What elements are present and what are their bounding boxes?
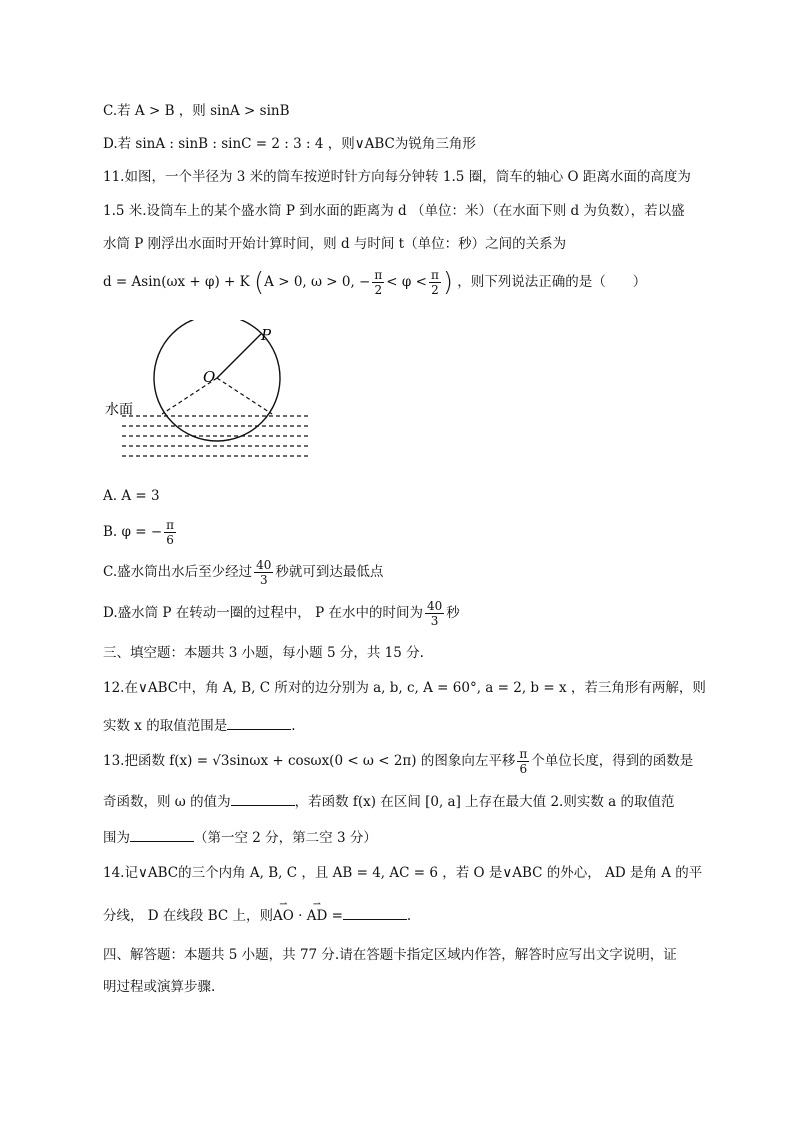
q11-formula-left: d = Asin(ωx + φ) + K [103,274,250,290]
q11-frac-pi-2-a: $\frac{\pi}{2}$ [374,268,383,297]
q11-option-b: B. φ = − $\frac{\pi}{6}$ [103,518,175,547]
label-o: O [203,368,216,386]
option-c-line: C.若 A > B ，则 sinA > sinB [103,103,290,119]
q13-line-3: 围为 （第一空 2 分，第二空 3 分） [103,827,377,848]
radius-right-dashed [217,378,272,414]
q11-line-2: 1.5 米.设筒车上的某个盛水筒 P 到水面的距离为 d （单位：米）（在水面下则 d 为负数），若以盛 [103,203,685,219]
q13-answer-blank-2 [130,827,194,842]
q14-answer-blank [343,905,407,920]
q11-formula-end: ，则下列说法正确的是（ ） [457,274,647,290]
radius-op [217,334,261,378]
right-paren: ) [442,267,453,298]
label-water-surface: 水面 [105,402,133,418]
q12-line-1: 12.在∨ABC中，角 A, B, C 所对的边分别为 a, b, c, A = 60°, a = 2, b = x ，若三角形有两解，则 [103,680,706,696]
q14-line-2: 分线， D 在线段 BC 上，则⇀ AO · ⇀ AD = . [103,905,411,926]
frac-40-3-c: $\frac{40}{3}$ [256,558,272,587]
q13-line-1: 13.把函数 f(x) = √3sinωx + cosωx(0 < ω < 2π) 的图象向左平移 $\frac{\pi}{6}$ 个单位长度，得到的函数是 [103,747,694,776]
frac-40-3-d: $\frac{40}{3}$ [426,599,443,628]
vector-ad: ⇀ AD [307,906,328,926]
q11-option-c: C.盛水筒出水后至少经过 $\frac{40}{3}$ 秒就可到达最低点 [103,558,384,587]
q11-formula [103,267,646,298]
q14-line-1: 14.记∨ABC的三个内角 A, B, C ，且 AB = 4, AC = 6 ，若 O 是∨ABC 的外心， AD 是角 A 的平 [103,865,703,881]
section-3-heading: 三、填空题：本题共 3 小题，每小题 5 分，共 15 分. [103,645,424,661]
left-paren: ( [254,267,265,298]
q11-line-1: 11.如图，一个半径为 3 米的筒车按逆时针方向每分钟转 1.5 圈，筒车的轴心 O 距离水面的高度为 [103,169,691,185]
section-4-line-2: 明过程或演算步骤. [103,979,216,995]
water-lines [122,416,308,456]
option-d-line: D.若 sinA : sinB : sinC = 2 : 3 : 4 ，则∨ABC为锐角三角形 [103,136,476,152]
q12-line-2: 实数 x 的取值范围是 . [103,715,296,736]
frac-pi-6: $\frac{\pi}{6}$ [166,518,175,547]
q11-option-d: D.盛水筒 P 在转动一圈的过程中， P 在水中的时间为 $\frac{40}{3}$ 秒 [103,599,460,628]
vector-ao: ⇀ AO [273,906,294,926]
q11-option-a: A. A = 3 [103,488,160,504]
q11-line-3: 水筒 P 刚浮出水面时开始计算时间，则 d 与时间 t（单位：秒）之间的关系为 [103,236,567,252]
q13-answer-blank-1 [231,791,295,806]
q11-formula-cond-a: A > 0, ω > 0, − [264,274,371,290]
q13-line-2: 奇函数，则 ω 的值为 ，若函数 f(x) 在区间 [0, a] 上存在最大值 2.则实数 a 的取值范 [103,791,674,812]
q11-formula-cond-b: < φ < [386,274,427,290]
frac-pi-6-q13: $\frac{\pi}{6}$ [519,747,528,776]
section-4-line-1: 四、解答题：本题共 5 小题，共 77 分.请在答题卡指定区域内作答，解答时应写出文字说明，证 [103,947,677,963]
q12-answer-blank [227,715,291,730]
q11-frac-pi-2-b: $\frac{\pi}{2}$ [430,268,439,297]
waterwheel-figure [100,320,310,470]
label-p: P [261,326,272,344]
